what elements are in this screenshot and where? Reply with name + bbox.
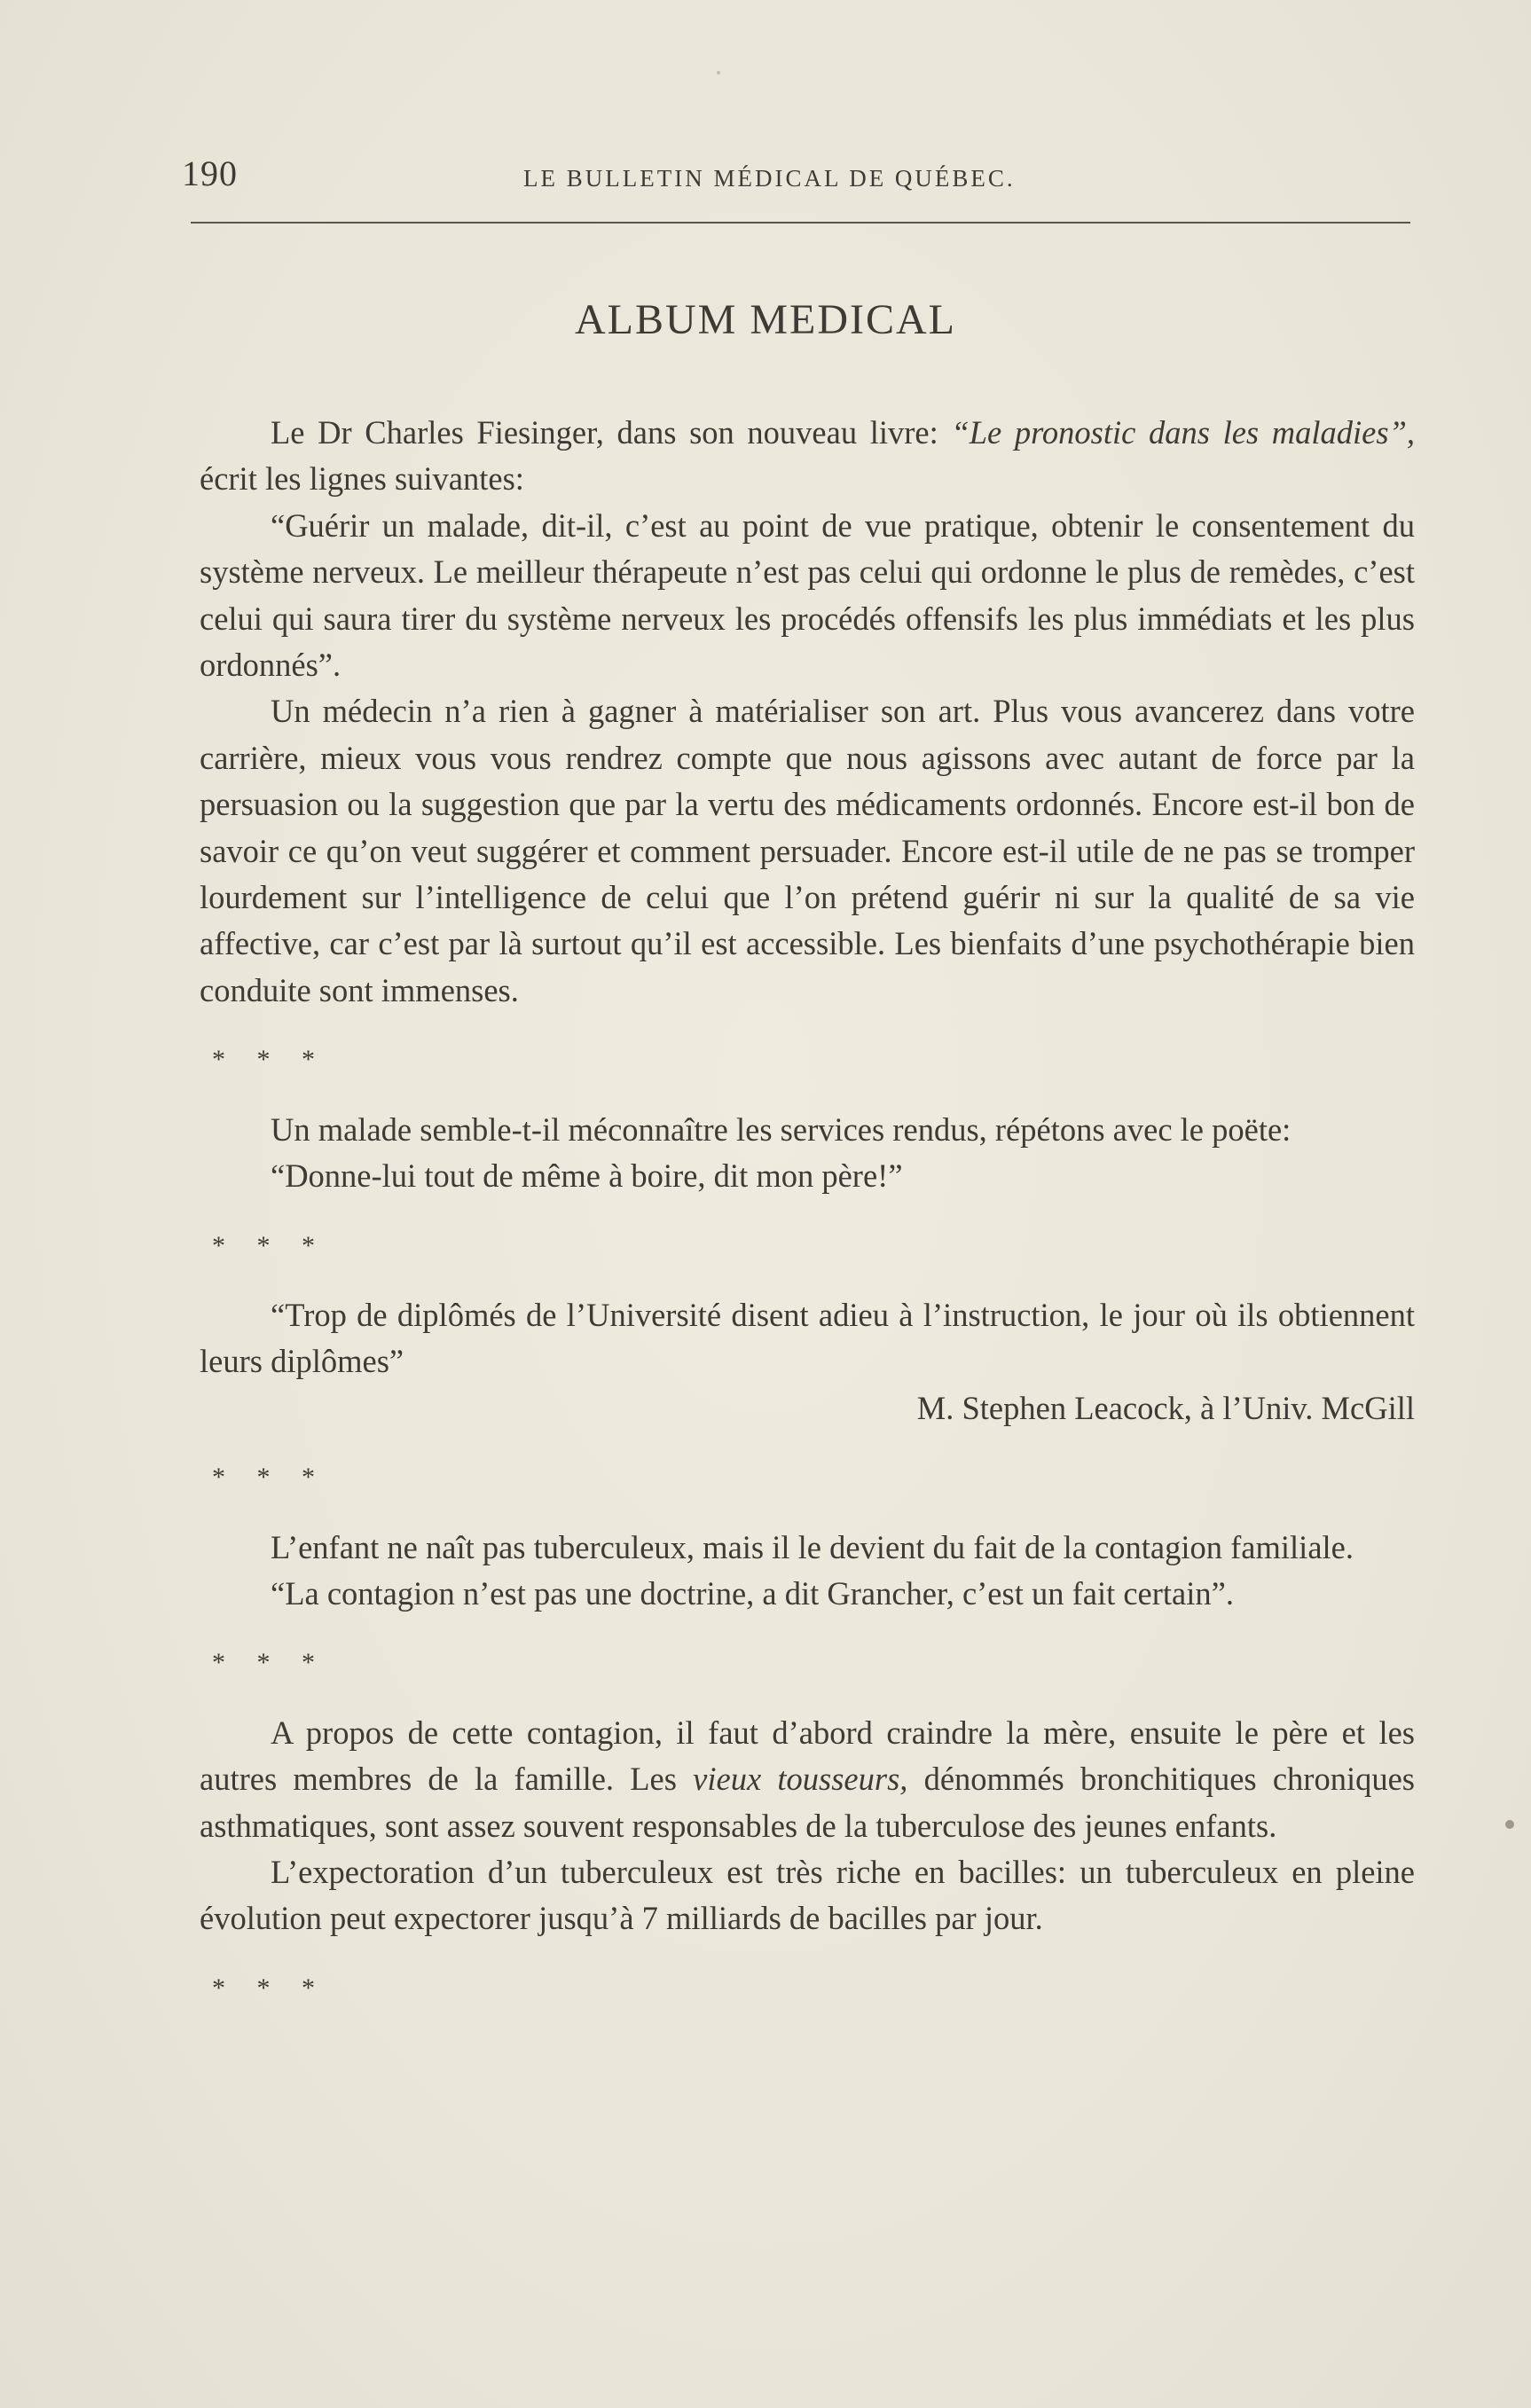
section-separator: * * *	[212, 1973, 327, 2003]
paper-speck	[717, 71, 720, 75]
article-body	[200, 410, 1415, 2012]
section-separator: * * *	[212, 1230, 327, 1260]
paragraph-diplomes: “Trop de diplômés de l’Université disent adieu à l’instruction, le jour où ils obtiennent leurs diplômes”	[200, 1296, 1415, 1380]
page-number: 190	[182, 153, 238, 193]
quote-attribution: M. Stephen Leacock, à l’Univ. McGill	[916, 1389, 1415, 1426]
section-title: ALBUM MEDICAL	[575, 296, 956, 343]
paragraph-psychotherapy: Un médecin n’a rien à gagner à matérialiser son art. Plus vous avancerez dans votre carrière, mieux vous vous rendrez compte que nous agissons avec autant de force par la persuasion ou la suggestion que par la vertu des médicaments ordonnés. Encore est-il bon de savoir ce qu’on veut suggérer et comment persuader. Encore est-il utile de ne pas se tromper lourdement sur l’intelligence de celui que l’on prétend guérir ni sur la qualité de sa vie affective, car c’est par là surtout qu’il est accessible. Les bienfaits d’une psychothérapie bien conduite sont immenses.	[200, 693, 1415, 1008]
section-separator: * * *	[212, 1045, 327, 1075]
paragraph-quote: “Guérir un malade, dit-il, c’est au point de vue pratique, obtenir le consentement du système nerveux. Le meilleur thérapeute n’est pas celui qui ordonne le plus de remèdes, c’est celui qui saura tirer du système nerveux les procédés offensifs les plus immédiats et les plus ordonnés”.	[200, 506, 1415, 684]
paragraph-malade: Un malade semble-t-il méconnaître les services rendus, répétons avec le poëte:	[271, 1110, 1292, 1148]
paragraph-intro: Le Dr Charles Fiesinger, dans son nouveau livre: “Le pronostic dans les maladies”, écrit les lignes suivantes:	[200, 414, 1415, 498]
section-separator: * * *	[212, 1648, 327, 1678]
header-rule	[191, 222, 1410, 224]
paragraph-contagion: A propos de cette contagion, il faut d’abord craindre la mère, ensuite le père et les autres membres de la famille. Les vieux tousseurs, dénommés bronchitiques chroniques asthmatiques, sont assez souvent responsables de la tuberculose des jeunes enfants.	[200, 1714, 1415, 1844]
paragraph-poet-quote: “Donne-lui tout de même à boire, dit mon père!”	[271, 1157, 903, 1195]
running-header	[182, 153, 1410, 206]
paper-speck	[1505, 1820, 1514, 1829]
paragraph-expectoration: L’expectoration d’un tuberculeux est très riche en bacilles: un tuberculeux en pleine évolution peut expectorer jusqu’à 7 milliards de bacilles par jour.	[200, 1853, 1415, 1937]
section-separator: * * *	[212, 1463, 327, 1493]
book-title: “Le pronostic dans les maladies”,	[951, 414, 1415, 451]
running-title: LE BULLETIN MÉDICAL DE QUÉBEC.	[523, 165, 1016, 192]
italic-term: vieux tousseurs,	[693, 1761, 908, 1798]
paragraph-enfant: L’enfant ne naît pas tuberculeux, mais il le devient du fait de la contagion familiale.	[271, 1528, 1354, 1565]
paragraph-grancher: “La contagion n’est pas une doctrine, a dit Grancher, c’est un fait certain”.	[271, 1574, 1234, 1612]
